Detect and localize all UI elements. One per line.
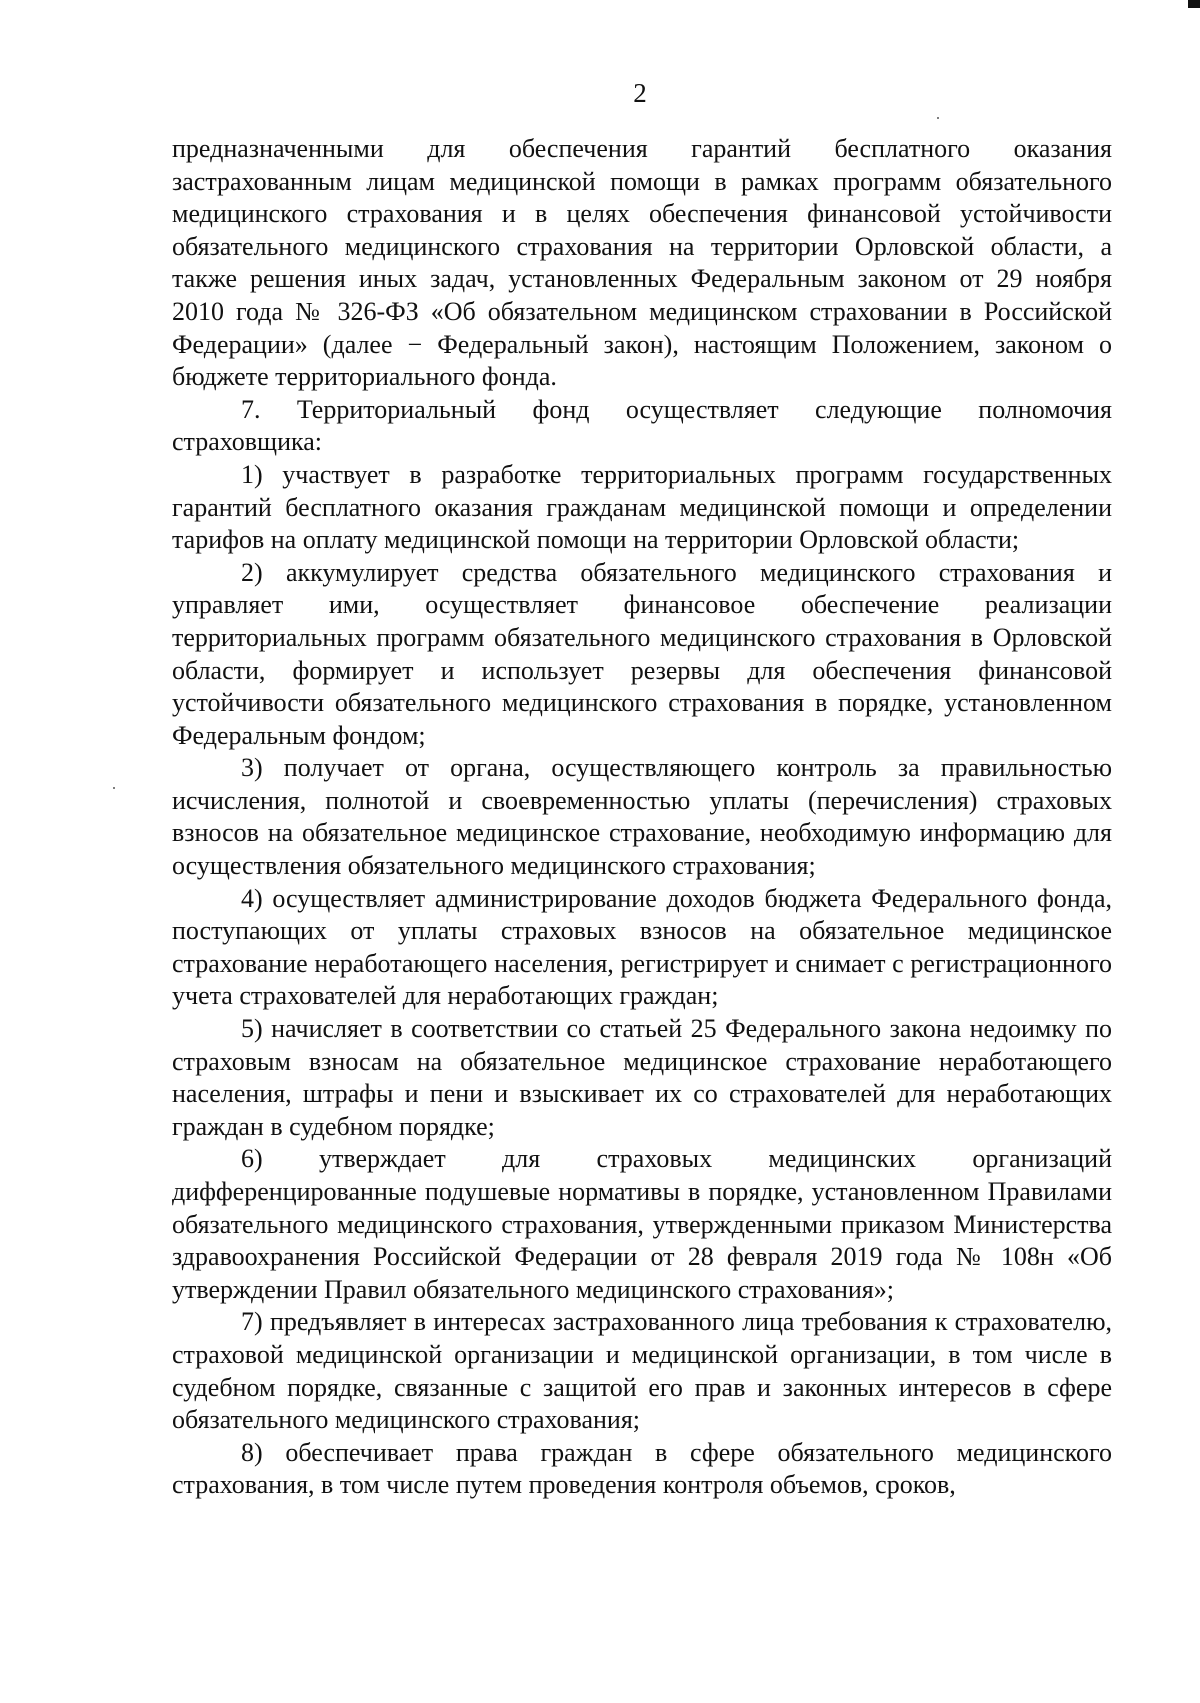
paragraph-item-7: 7. Территориальный фонд осуществляет следующие полномочия страховщика: [172, 394, 1112, 457]
scan-speck [113, 787, 115, 789]
paragraph-subitem-7: 7) предъявляет в интересах застрахованного лица требования к страхователю, страховой медицинской организации и медицинской организации, в том числе в судебном порядке, связанные с защитой его прав и законных интересов в сфере обязательного медицинского страхования; [172, 1307, 1112, 1435]
document-body [172, 133, 1112, 1502]
paragraph-subitem-2: 2) аккумулирует средства обязательного медицинского страхования и управляет ими, осуществляет финансовое обеспечение реализации территориальных программ обязательного медицинского страхования в Орловской области, формирует и использует резервы для обеспечения финансовой устойчивости обязательного медицинского страхования в порядке, установленном Федеральным фондом; [172, 557, 1112, 750]
paragraph-subitem-1: 1) участвует в разработке территориальных программ государственных гарантий бесплатного оказания гражданам медицинской помощи и определении тарифов на оплату медицинской помощи на территории Орловской области; [172, 459, 1112, 555]
paragraph-subitem-6: 6) утверждает для страховых медицинских организаций дифференцированные подушевые нормативы в порядке, установленном Правилами обязательного медицинского страхования, утвержденными приказом Министерства здравоохранения Российской Федерации от 28 февраля 2019 года № 108н «Об утверждении Правил обязательного медицинского страхования»; [172, 1144, 1112, 1304]
scan-speck [937, 117, 939, 119]
paragraph-subitem-3: 3) получает от органа, осуществляющего контроль за правильностью исчисления, полнотой и своевременностью уплаты (перечисления) страховых взносов на обязательное медицинское страхование, необходимую информацию для осуществления обязательного медицинского страхования; [172, 753, 1112, 881]
scan-corner-mark [1188, 0, 1200, 8]
paragraph-subitem-5: 5) начисляет в соответствии со статьей 25 Федерального закона недоимку по страховым взносам на обязательное медицинское страхование неработающего населения, штрафы и пени и взыскивает их со страхователей для неработающих граждан в судебном порядке; [172, 1014, 1112, 1141]
paragraph-continuation: предназначенными для обеспечения гарантий бесплатного оказания застрахованным лицам медицинской помощи в рамках программ обязательного медицинского страхования и в целях обеспечения финансовой устойчивости обязательного медицинского страхования на территории Орловской области, а также решения иных задач, установленных Федеральным законом от 29 ноября 2010 года № 326-ФЗ «Об обязательном медицинском страховании в Российской Федерации» (далее − Федеральный закон), настоящим Положением, законом о бюджете территориального фонда. [172, 134, 1112, 392]
page-number: 2 [633, 78, 647, 108]
paragraph-subitem-4: 4) осуществляет администрирование доходов бюджета Федерального фонда, поступающих от уплаты страховых взносов на обязательное медицинское страхование неработающего населения, регистрирует и снимает с регистрационного учета страхователей для неработающих граждан; [172, 883, 1112, 1011]
paragraph-subitem-8: 8) обеспечивает права граждан в сфере обязательного медицинского страхования, в том числе путем проведения контроля объемов, сроков, [172, 1437, 1112, 1500]
